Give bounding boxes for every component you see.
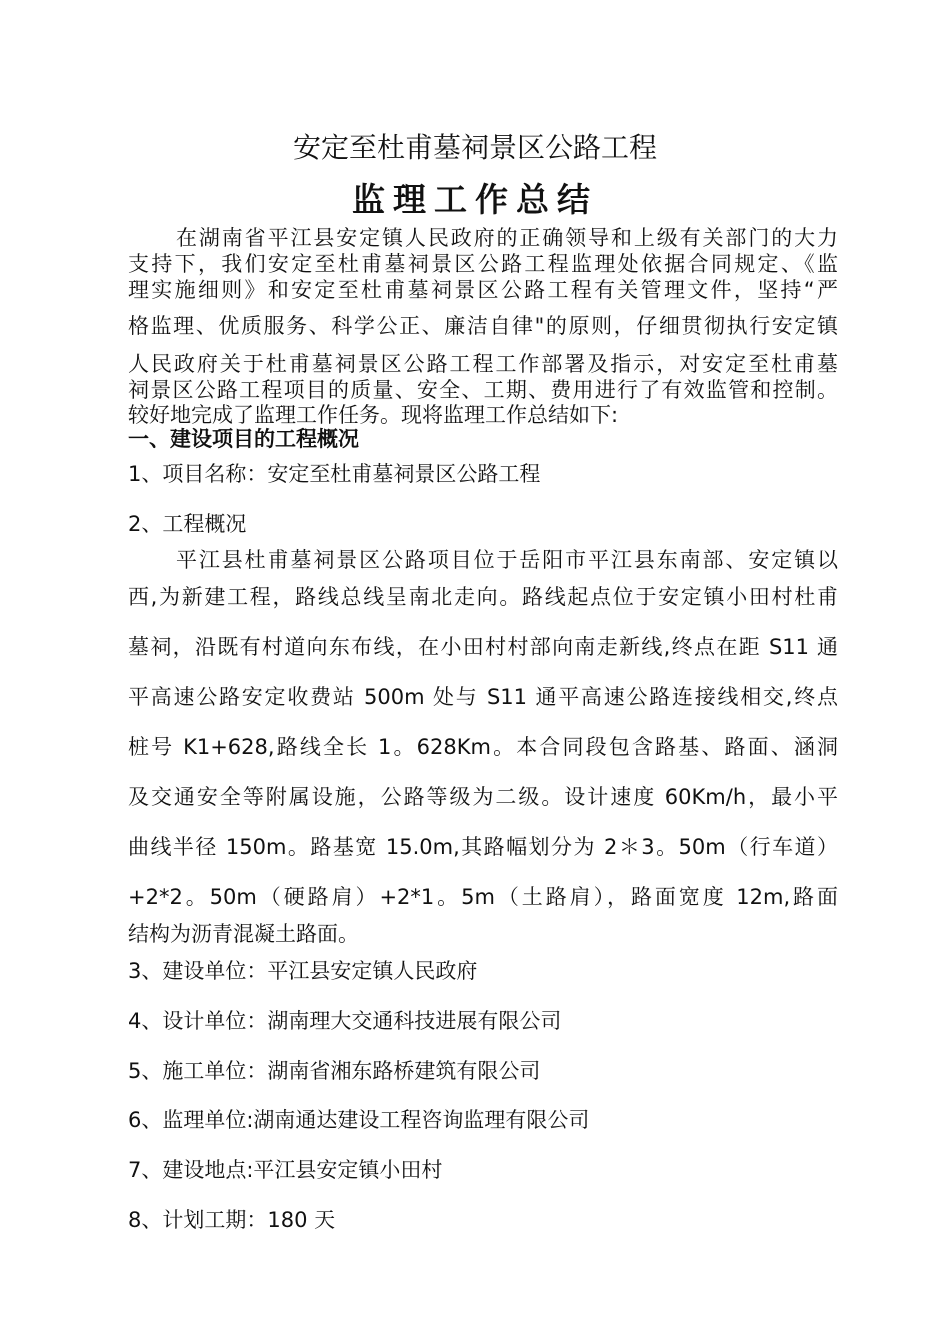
- overview-line: 曲线半径 150m。路基宽 15.0m,其路幅划分为 2＊3。50m（行车道）: [128, 835, 838, 859]
- construction-location-item: 7、建设地点:平江县安定镇小田村: [128, 1158, 443, 1182]
- intro-line: 人民政府关于杜甫墓祠景区公路工程工作部署及指示，对安定至杜甫墓: [128, 352, 838, 376]
- construction-unit-item: 3、建设单位：平江县安定镇人民政府: [128, 959, 478, 983]
- overview-line: 结构为沥青混凝土路面。: [128, 922, 359, 946]
- overview-line: 桩号 K1+628,路线全长 1。628Km。本合同段包含路基、路面、涵洞: [128, 735, 838, 759]
- project-subtitle: 安定至杜甫墓祠景区公路工程: [292, 131, 657, 164]
- overview-line: 墓祠，沿既有村道向东布线，在小田村村部向南走新线,终点在距 S11 通: [128, 635, 838, 659]
- document-title: 监理工作总结: [352, 180, 598, 219]
- overview-line: 西,为新建工程，路线总线呈南北走向。路线起点位于安定镇小田村杜甫: [128, 585, 838, 609]
- overview-line: 及交通安全等附属设施，公路等级为二级。设计速度 60Km/h，最小平: [128, 785, 838, 809]
- overview-line: +2*2。50m（硬路肩）+2*1。5m（土路肩），路面宽度 12m,路面: [128, 885, 838, 909]
- project-name-item: 1、项目名称：安定至杜甫墓祠景区公路工程: [128, 462, 541, 486]
- intro-line: 支持下，我们安定至杜甫墓祠景区公路工程监理处依据合同规定、《监: [128, 252, 838, 276]
- intro-line: 较好地完成了监理工作任务。现将监理工作总结如下:: [128, 403, 619, 427]
- intro-line: 格监理、优质服务、科学公正、廉洁自律"的原则，仔细贯彻执行安定镇: [128, 314, 838, 338]
- design-unit-item: 4、设计单位：湖南理大交通科技进展有限公司: [128, 1009, 562, 1033]
- section-heading: 一、建设项目的工程概况: [128, 427, 359, 451]
- overview-heading: 2、工程概况: [128, 512, 247, 536]
- intro-line: 祠景区公路工程项目的质量、安全、工期、费用进行了有效监管和控制。: [128, 378, 838, 402]
- planned-duration-item: 8、计划工期：180 天: [128, 1208, 336, 1232]
- intro-line: 在湖南省平江县安定镇人民政府的正确领导和上级有关部门的大力: [176, 226, 838, 250]
- overview-line: 平高速公路安定收费站 500m 处与 S11 通平高速公路连接线相交,终点: [128, 685, 838, 709]
- contractor-unit-item: 5、施工单位：湖南省湘东路桥建筑有限公司: [128, 1059, 541, 1083]
- supervision-unit-item: 6、监理单位:湖南通达建设工程咨询监理有限公司: [128, 1108, 590, 1132]
- intro-line: 理实施细则》和安定至杜甫墓祠景区公路工程有关管理文件，坚持“严: [128, 278, 838, 302]
- overview-line: 平江县杜甫墓祠景区公路项目位于岳阳市平江县东南部、安定镇以: [176, 548, 838, 572]
